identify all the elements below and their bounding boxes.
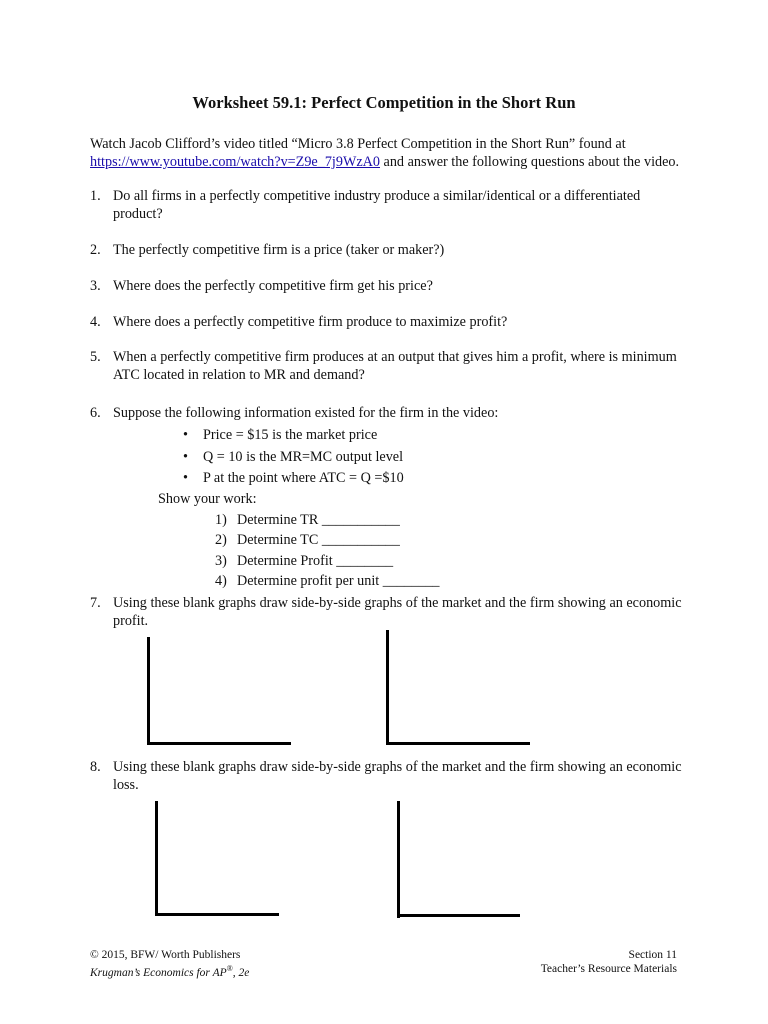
intro-paragraph (90, 135, 690, 171)
x-axis (386, 742, 530, 745)
question-number: 1. (90, 188, 101, 204)
bullet-icon: • (183, 427, 188, 443)
y-axis (397, 801, 400, 918)
question-number: 3. (90, 278, 101, 294)
show-work-label: Show your work: (158, 491, 257, 507)
work-item-4 (215, 572, 440, 590)
work-item-text: Determine Profit ________ (237, 553, 394, 569)
footer-book-title (90, 962, 249, 980)
y-axis (147, 637, 150, 745)
question-number: 6. (90, 405, 101, 421)
y-axis (155, 801, 158, 916)
question-text: The perfectly competitive firm is a price (taker or maker?) (113, 242, 445, 258)
question-text: Using these blank graphs draw side-by-side graphs of the market and the firm showing an economic loss. (113, 759, 682, 793)
bullet-text: P at the point where ATC = Q =$10 (203, 470, 404, 486)
registered-mark: ® (226, 964, 233, 973)
worksheet-title: Worksheet 59.1: Perfect Competition in the Short Run (192, 93, 576, 112)
x-axis (155, 913, 279, 916)
question-text: Using these blank graphs draw side-by-side graphs of the market and the firm showing an economic profit. (113, 595, 682, 629)
question-text: Where does a perfectly competitive firm produce to maximize profit? (113, 314, 508, 330)
work-item-number: 2) (215, 532, 227, 548)
footer-materials: Teacher’s Resource Materials (540, 963, 677, 975)
question-number: 4. (90, 314, 101, 330)
question-text: Do all firms in a perfectly competitive industry produce a similar/identical or a differentiated product? (113, 188, 641, 222)
x-axis (397, 914, 520, 917)
footer-right (541, 948, 677, 976)
work-item-text: Determine profit per unit ________ (237, 573, 440, 589)
video-link[interactable]: https://www.youtube.com/watch?v=Z9e_7j9WzA0 (90, 154, 380, 170)
bullet-text: Q = 10 is the MR=MC output level (203, 449, 404, 465)
work-item-text: Determine TR ___________ (237, 512, 400, 528)
work-item-3 (215, 552, 393, 570)
intro-text-before: Watch Jacob Clifford’s video titled “Micro 3.8 Perfect Competition in the Short Run” found at (90, 136, 626, 152)
question-number: 2. (90, 242, 101, 258)
question-number: 7. (90, 595, 101, 611)
question-number: 8. (90, 759, 101, 775)
question-number: 5. (90, 349, 101, 365)
work-item-number: 4) (215, 573, 227, 589)
question-text: Where does the perfectly competitive firm get his price? (113, 278, 433, 294)
bullet-icon: • (183, 470, 188, 486)
work-item-number: 3) (215, 553, 227, 569)
x-axis (147, 742, 291, 745)
y-axis (386, 630, 389, 745)
book-edition-text: , 2e (232, 966, 250, 979)
bullet-text: Price = $15 is the market price (203, 427, 378, 443)
work-item-number: 1) (215, 512, 227, 528)
footer-copyright: © 2015, BFW/ Worth Publishers (90, 949, 241, 961)
work-item-text: Determine TC ___________ (237, 532, 400, 548)
footer-left (90, 948, 249, 980)
work-item-2 (215, 531, 400, 549)
question-text: Suppose the following information existed for the firm in the video: (113, 405, 499, 421)
intro-text-after: and answer the following questions about the video. (379, 154, 680, 170)
bullet-icon: • (183, 449, 188, 465)
footer-section: Section 11 (628, 949, 677, 961)
question-text: When a perfectly competitive firm produces at an output that gives him a profit, where is minimum ATC located in relation to MR and demand? (113, 349, 677, 383)
work-item-1 (215, 511, 400, 529)
book-title-text: Krugman’s Economics for AP (90, 966, 227, 979)
